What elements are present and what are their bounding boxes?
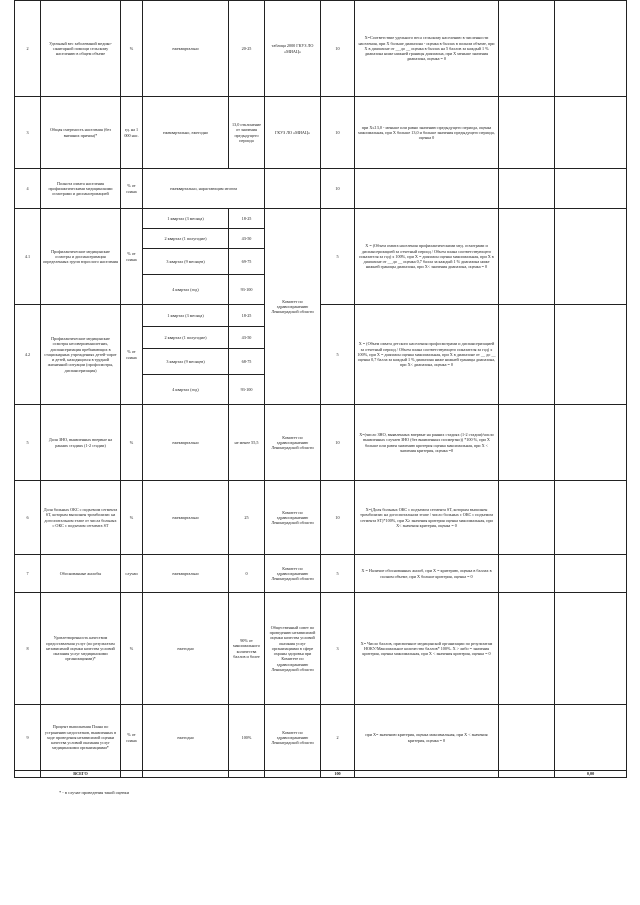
norm-q1: 18-25 (229, 305, 265, 327)
norm: 100% (229, 705, 265, 771)
table-row (15, 555, 627, 593)
table-row (15, 1, 627, 97)
score-cell (555, 593, 627, 705)
weight: 10 (321, 97, 355, 169)
criterion-name: Процент выполнения Плана по устранению недостатков, выявленных в ходе проведения независимой оценки качества условий оказания услуг медицинскими организациями* (41, 705, 121, 771)
norm: 13,0 отклонение от значения предыдущего периода (229, 97, 265, 169)
score-cell (555, 1, 627, 97)
period: ежеквартально (143, 1, 229, 97)
data-source: Общественный совет по проведению независимой оценки качества условий оказания услуг организациями в сфере охраны здоровья при Комитете по здравоохранению Ленинградской области (265, 593, 321, 705)
norm-q4: 93-100 (229, 275, 265, 305)
norm: не менее 55,5 (229, 405, 265, 481)
criterion-name: Профилактические медицинские осмотры и диспансеризация определенных групп взрослого населения (41, 209, 121, 305)
data-source: Комитет по здравоохранению Ленинградской области (265, 481, 321, 555)
row-number: 4.2 (15, 305, 41, 405)
criterion-name: Обоснованные жалобы (41, 555, 121, 593)
calculation-formula (355, 169, 499, 209)
data-source: таблица 2000 ГКУЗ ЛО «МИАЦ» (265, 1, 321, 97)
value-cell (499, 169, 555, 209)
unit: % (121, 405, 143, 481)
norm-q2: 43-50 (229, 327, 265, 349)
value-cell (499, 555, 555, 593)
score-cell (555, 169, 627, 209)
norm: 0 (229, 555, 265, 593)
score-cell (555, 97, 627, 169)
criterion-name: Профилактические медицинские осмотры несовершеннолетних, диспансеризация пребывающих в стационарных учреждениях детей-сирот и детей, находящихся в трудной жизненной ситуации (профосмотры, диспансеризация) (41, 305, 121, 405)
criterion-name: Доля ЗНО, выявленных впервые на ранних стадиях (1-2 стадии) (41, 405, 121, 481)
row-number: 2 (15, 1, 41, 97)
calculation-formula: Х=Соответствие удельного веса сельскому населению в численности населения, при Х больше диапазона - оценка в баллах в полном объеме, при Х в диапазоне от __ до __ оценка в баллах на 5 баллов за каждый 1 % диапазона ниже нижней границы диапазона, при Х меньше значения диапазона, оценка = 0 (355, 1, 499, 97)
unit: % от плана (121, 169, 143, 209)
unit: % от плана (121, 705, 143, 771)
total-row (15, 771, 627, 778)
criterion-name: Общая смертность населения (без внешних причин)* (41, 97, 121, 169)
norm-q2: 43-50 (229, 229, 265, 249)
criteria-table (14, 0, 627, 778)
norm-q4: 93-100 (229, 375, 265, 405)
period-q4: 4 квартал (год) (143, 375, 229, 405)
score-cell (555, 405, 627, 481)
value-cell (499, 593, 555, 705)
score-cell (555, 555, 627, 593)
value-cell (499, 705, 555, 771)
data-source: Комитет по здравоохранению Ленинградской области (265, 705, 321, 771)
table-row (15, 593, 627, 705)
value-cell (499, 1, 555, 97)
norm-q1: 18-25 (229, 209, 265, 229)
period-q3: 3 квартал (9 месяцев) (143, 349, 229, 375)
row-number: 7 (15, 555, 41, 593)
criteria-table-sheet (14, 0, 626, 778)
period-q3: 3 квартал (9 месяцев) (143, 249, 229, 275)
row-number: 8 (15, 593, 41, 705)
norm-q3: 68-75 (229, 349, 265, 375)
norm: 20-25 (229, 1, 265, 97)
calculation-formula: при Х≤13,0 - меньше или равно значению предыдущего периода, оценка максимальная, при Х больше 13,0 и больше значения предыдущего периода, оценка 0 (355, 97, 499, 169)
criterion-name: Удовлетворенность качеством предоставления услуг (по результатам независимой оценки качества условий оказания услуг медицинскими организациями)* (41, 593, 121, 705)
weight: 10 (321, 1, 355, 97)
calculation-formula: при Х= значению критерия, оценка максимальная, при Х < значения критерия, оценка = 0 (355, 705, 499, 771)
weight: 2 (321, 705, 355, 771)
period-q4: 4 квартал (год) (143, 275, 229, 305)
calculation-formula: Х = (Объем охвата детского населения профосмотрами и диспансеризацией за отчетный период / Объем плана соответствующего показателя за год) х 100%, при Х = диапазон оценка максимальная, при Х в диапазоне от __ до __ оценка 0,7 балла за каждый 1 % диапазона ниже нижней границы диапазона, при Х< диапазона, оценка = 0 (355, 305, 499, 405)
period-q2: 2 квартал (1 полугодие) (143, 327, 229, 349)
period: ежеквартально, нарастающим итогом (143, 169, 265, 209)
row-number: 4 (15, 169, 41, 209)
table-row (15, 209, 627, 229)
criterion-name: Доля больных ОКС с подъемом сегмента ST, которым выполнен тромболизис на догоспитальном этапе от числа больных с ОКС с подъемом сегмента ST (41, 481, 121, 555)
row-number: 3 (15, 97, 41, 169)
row-number: 9 (15, 705, 41, 771)
weight: 5 (321, 555, 355, 593)
row-number: 4.1 (15, 209, 41, 305)
unit: % (121, 593, 143, 705)
score-cell (555, 209, 627, 305)
criterion-name: Удельный вес заболеваний медико-санитарной помощи сельскому населению в общем объеме (41, 1, 121, 97)
period-q2: 2 квартал (1 полугодие) (143, 229, 229, 249)
value-cell (499, 405, 555, 481)
norm-q3: 69-75 (229, 249, 265, 275)
unit: случаи (121, 555, 143, 593)
unit: % от плана (121, 305, 143, 405)
weight: 3 (321, 593, 355, 705)
period: ежеквартально, ежегодно (143, 97, 229, 169)
value-cell (499, 481, 555, 555)
unit: % от плана (121, 209, 143, 305)
data-source: Комитет по здравоохранению Ленинградской области (265, 405, 321, 481)
row-number: 5 (15, 405, 41, 481)
table-row (15, 305, 627, 327)
table-row (15, 481, 627, 555)
norm: 25 (229, 481, 265, 555)
unit: % (121, 1, 143, 97)
value-cell (499, 209, 555, 305)
calculation-formula: Х= Число баллов, присвоенное медицинской организации по результатам НОКУ/Максимальное количество баллов* 100%. Х > либо = значения критерия, оценка максимальная, при Х < значения критерия, оценка = 0 (355, 593, 499, 705)
value-cell (499, 305, 555, 405)
period-q1: 1 квартал (3 месяца) (143, 209, 229, 229)
weight: 5 (321, 209, 355, 305)
period: ежегодно (143, 593, 229, 705)
data-source: ГКУЗ ЛО «МИАЦ» (265, 97, 321, 169)
calculation-formula: Х = (Объем охвата населения профилактическими мед. осмотрами и диспансеризацией за отчетный период / Объем плана соответствующего показателя за год) х 100%, при Х = диапазон оценка максимальная, при Х в диапазоне от __ до __ оценка 0,7 балла за каждый 1 % диапазона ниже нижней границы диапазона, при Х< значения диапазона, оценка = 0 (355, 209, 499, 305)
score-cell (555, 305, 627, 405)
score-cell (555, 705, 627, 771)
total-score: 0,00 (555, 771, 627, 778)
period: ежеквартально (143, 481, 229, 555)
calculation-formula: Х=(Доля больных ОКС с подъемом сегмента ST, которым выполнен тромболизис на догоспитальном этапе / число больных с ОКС с подъемом сегмента ST)*100%, при Х≥ значения критерия оценка максимальная, при Х< значения критерия, оценка = 0 (355, 481, 499, 555)
weight: 10 (321, 481, 355, 555)
total-weight: 100 (321, 771, 355, 778)
calculation-formula: Х=(число ЗНО, выявленных впервые на ранних стадиях (1-2 стадии)/число выявленных случаев ЗНО (без выявленных посмертно)) *100 %, при Х больше или равен значению критерия оценка максимальная, при Х < значения критерия, оценка =0 (355, 405, 499, 481)
unit: % (121, 481, 143, 555)
score-cell (555, 481, 627, 555)
table-row (15, 705, 627, 771)
period: ежеквартально (143, 405, 229, 481)
value-cell (499, 97, 555, 169)
table-row (15, 405, 627, 481)
weight: 10 (321, 405, 355, 481)
period: ежеквартально (143, 555, 229, 593)
data-source: Комитет по здравоохранению Ленинградской области (265, 209, 321, 405)
norm: 90% от максимального количества баллов и более (229, 593, 265, 705)
period: ежегодно (143, 705, 229, 771)
row-number: 6 (15, 481, 41, 555)
table-row (15, 97, 627, 169)
calculation-formula: Х = Наличие обоснованных жалоб, при Х = критерию, оценка в баллах в полном объеме, при Х больше критерия, оценка = 0 (355, 555, 499, 593)
data-source (265, 169, 321, 209)
total-blank (15, 771, 41, 778)
weight: 10 (321, 169, 355, 209)
period-q1: 1 квартал (3 месяца) (143, 305, 229, 327)
weight: 5 (321, 305, 355, 405)
criterion-name: Полнота охвата населения профилактическими медицинскими осмотрами и диспансеризацией (41, 169, 121, 209)
data-source: Комитет по здравоохранению Ленинградской области (265, 555, 321, 593)
footnote: * - в случае проведения такой оценки (58, 790, 130, 795)
table-row (15, 169, 627, 209)
unit: ед. на 1 000 нас. (121, 97, 143, 169)
total-label: ВСЕГО (41, 771, 121, 778)
